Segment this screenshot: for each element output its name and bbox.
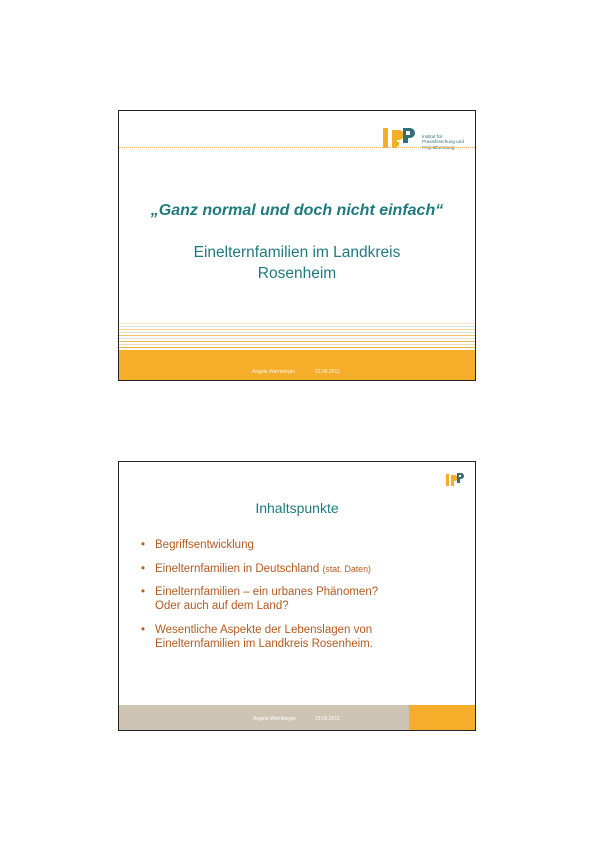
list-item xyxy=(141,562,461,576)
decorative-stripes xyxy=(119,323,475,350)
bullet-icon: • xyxy=(141,623,146,636)
bullet-icon: • xyxy=(141,562,146,575)
list-item-text: Begriffsentwicklung xyxy=(155,539,254,551)
stripe xyxy=(119,323,475,324)
list-item-text: Wesentliche Aspekte der Lebenslagen von xyxy=(155,623,373,636)
list-item-note: (stat. Daten) xyxy=(322,563,371,574)
slide-footer xyxy=(119,705,409,731)
stripe xyxy=(119,341,475,342)
list-item-text: Einelternfamilien im Landkreis Rosenheim. xyxy=(155,637,373,650)
contents-slide xyxy=(118,461,476,731)
stripe xyxy=(119,329,475,330)
stripe xyxy=(119,335,475,336)
stripe xyxy=(119,347,475,348)
stripe xyxy=(119,338,475,339)
footer-date: 23.06.2011 xyxy=(315,369,340,375)
footer-author: Angela Wernberger xyxy=(253,716,297,722)
subtitle-line: Rosenheim xyxy=(257,265,337,282)
list-item-text: Einelternfamilien – ein urbanes Phänomen? xyxy=(155,586,379,598)
list-item xyxy=(141,585,461,613)
logo-text-line: Praxisforschung und xyxy=(422,139,464,145)
slide-title: Inhaltspunkte xyxy=(255,500,339,516)
title-slide xyxy=(118,110,476,381)
subtitle-line: Einelternfamilien im Landkreis xyxy=(193,244,401,261)
list-item-text: Oder auch auf dem Land? xyxy=(155,600,289,612)
stripe xyxy=(119,326,475,327)
slide-title: „Ganz normal und doch nicht einfach“ xyxy=(150,202,444,219)
contents-list xyxy=(141,538,461,660)
footer-date: 23.06.2011 xyxy=(315,716,340,722)
footer-accent-block xyxy=(409,705,476,731)
list-item xyxy=(141,623,461,651)
stripe xyxy=(119,332,475,333)
list-item-text: Einelternfamilien in Deutschland xyxy=(155,562,320,575)
stripe xyxy=(119,344,475,345)
footer-author: Angela Wernberger xyxy=(252,369,296,375)
slide-subtitle xyxy=(119,242,475,284)
ipp-logo-small-icon xyxy=(445,472,467,488)
logo-text-line: Projektberatung xyxy=(422,144,455,150)
list-item xyxy=(141,538,461,552)
logo-text-line: Institut für xyxy=(422,133,443,139)
slide-footer xyxy=(119,350,475,381)
bullet-icon: • xyxy=(141,539,146,551)
bullet-icon: • xyxy=(141,586,146,598)
